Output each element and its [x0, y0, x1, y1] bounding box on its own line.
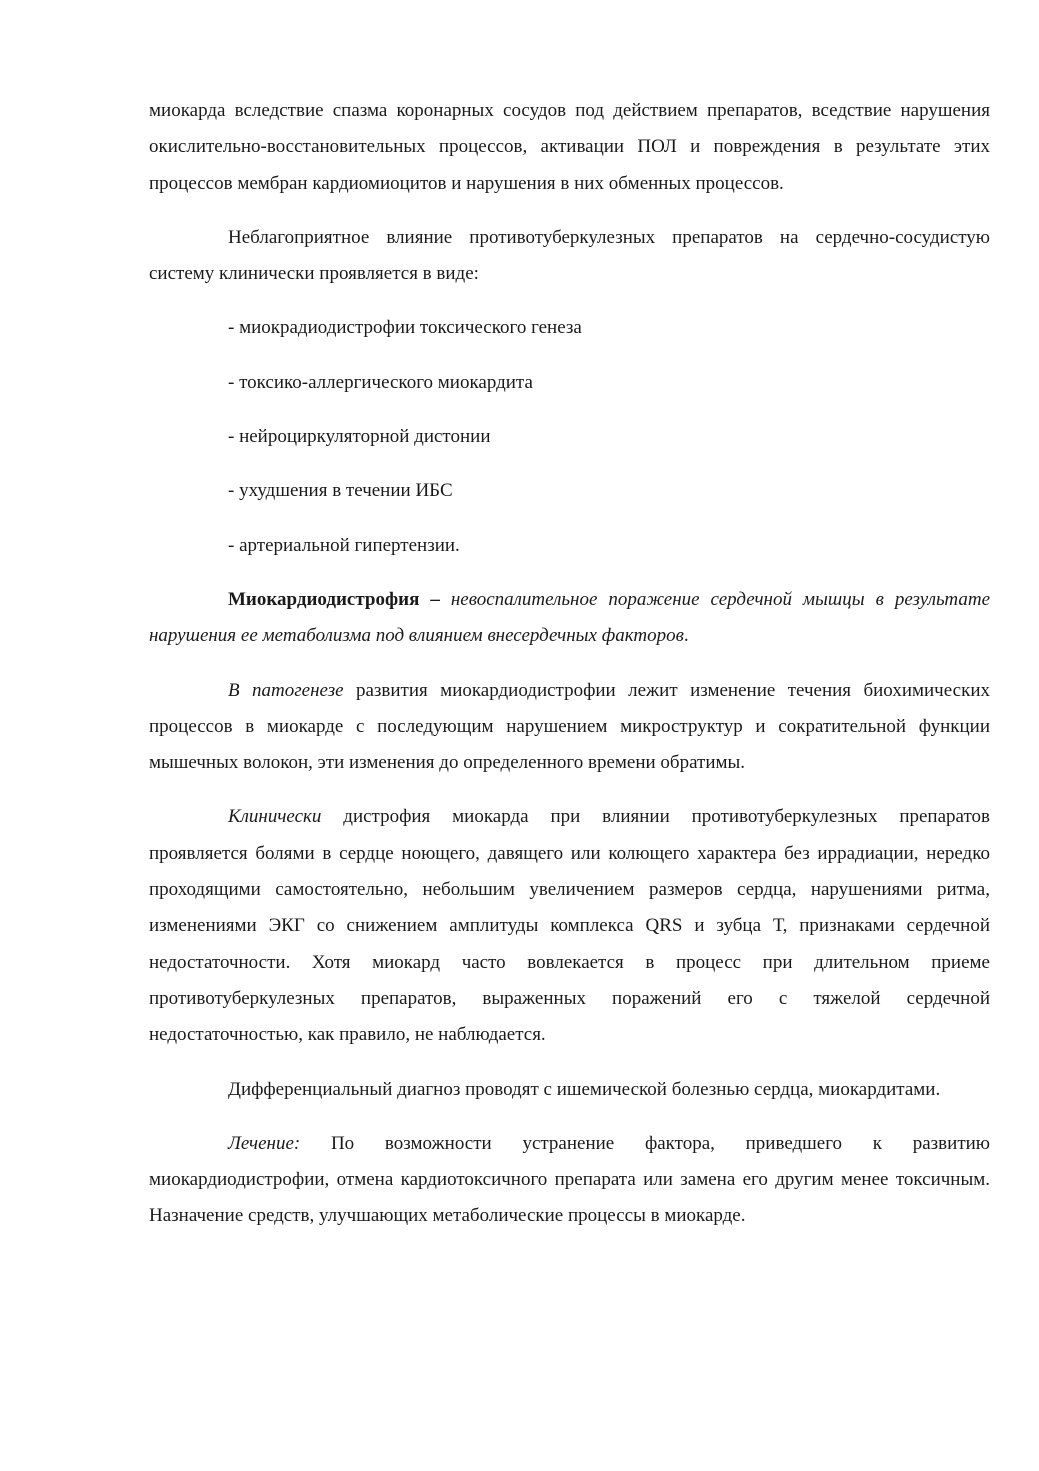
list-item: - токсико-аллергического миокардита [228, 371, 533, 393]
pathogenesis-lead: В патогенезе [228, 679, 344, 701]
paragraph-clinical [149, 799, 990, 1053]
definition-text: невоспалительное поражение сердечной мышцы в результате нарушения ее метаболизма под влиянием внесердечных факторов [149, 588, 991, 647]
paragraph-pathogenesis [149, 673, 990, 782]
list-item: - артериальной гипертензии. [228, 534, 460, 556]
list-item: - ухудшения в течении ИБС [228, 480, 453, 502]
paragraph-definition [149, 582, 990, 655]
defined-term: Миокардиодистрофия [228, 588, 420, 610]
treatment-lead: Лечение: [228, 1132, 301, 1154]
paragraph-adverse-effects-intro: Неблагоприятное влияние противотуберкулезных препаратов на сердечно-сосудистую систему клинически проявляется в виде: [149, 226, 990, 285]
clinical-lead: Клинически [228, 806, 322, 828]
list-item: - миокрадиодистрофии токсического генеза [228, 317, 582, 339]
pathogenesis-text: развития миокардиодистрофии лежит изменение течения биохимических процессов в миокарде с последующим нарушением микроструктур и сократительной функции мышечных волокон, эти изменения до определенного времени обратимы. [149, 679, 990, 774]
list-item: - нейроциркуляторной дистонии [228, 426, 491, 448]
definition-dash: – [419, 588, 451, 610]
paragraph-treatment [149, 1126, 990, 1235]
treatment-text: По возможности устранение фактора, приведшего к развитию миокардиодистрофии, отмена кардиотоксичного препарата или замена его другим менее токсичным. Назначение средств, улучшающих метаболические процессы в миокарде. [149, 1132, 990, 1227]
paragraph-myocardium-damage: миокарда вследствие спазма коронарных сосудов под действием препаратов, вседствие нарушения окислительно-восстановительных процессов, активации ПОЛ и повреждения в результате этих процессов мембран кардиомиоцитов и нарушения в них обменных процессов. [149, 100, 990, 194]
document-page [149, 93, 990, 1253]
definition-end: . [683, 625, 689, 647]
paragraph-differential-diagnosis: Дифференциальный диагноз проводят с ишемической болезнью сердца, миокардитами. [228, 1078, 941, 1100]
clinical-text: дистрофия миокарда при влиянии противотуберкулезных препаратов проявляется болями в сердце ноющего, давящего или колющего характера без иррадиации, нередко проходящими самостоятельно, небольшим увеличением размеров сердца, нарушениями ритма, изменениями ЭКГ со снижением амплитуды комплекса QRS и зубца Т, признаками сердечной недостаточности. Хотя миокард часто вовлекается в процесс при длительном приеме противотуберкулезных препаратов, выраженных поражений его с тяжелой сердечной недостаточностью, как правило, не наблюдается. [149, 806, 990, 1046]
